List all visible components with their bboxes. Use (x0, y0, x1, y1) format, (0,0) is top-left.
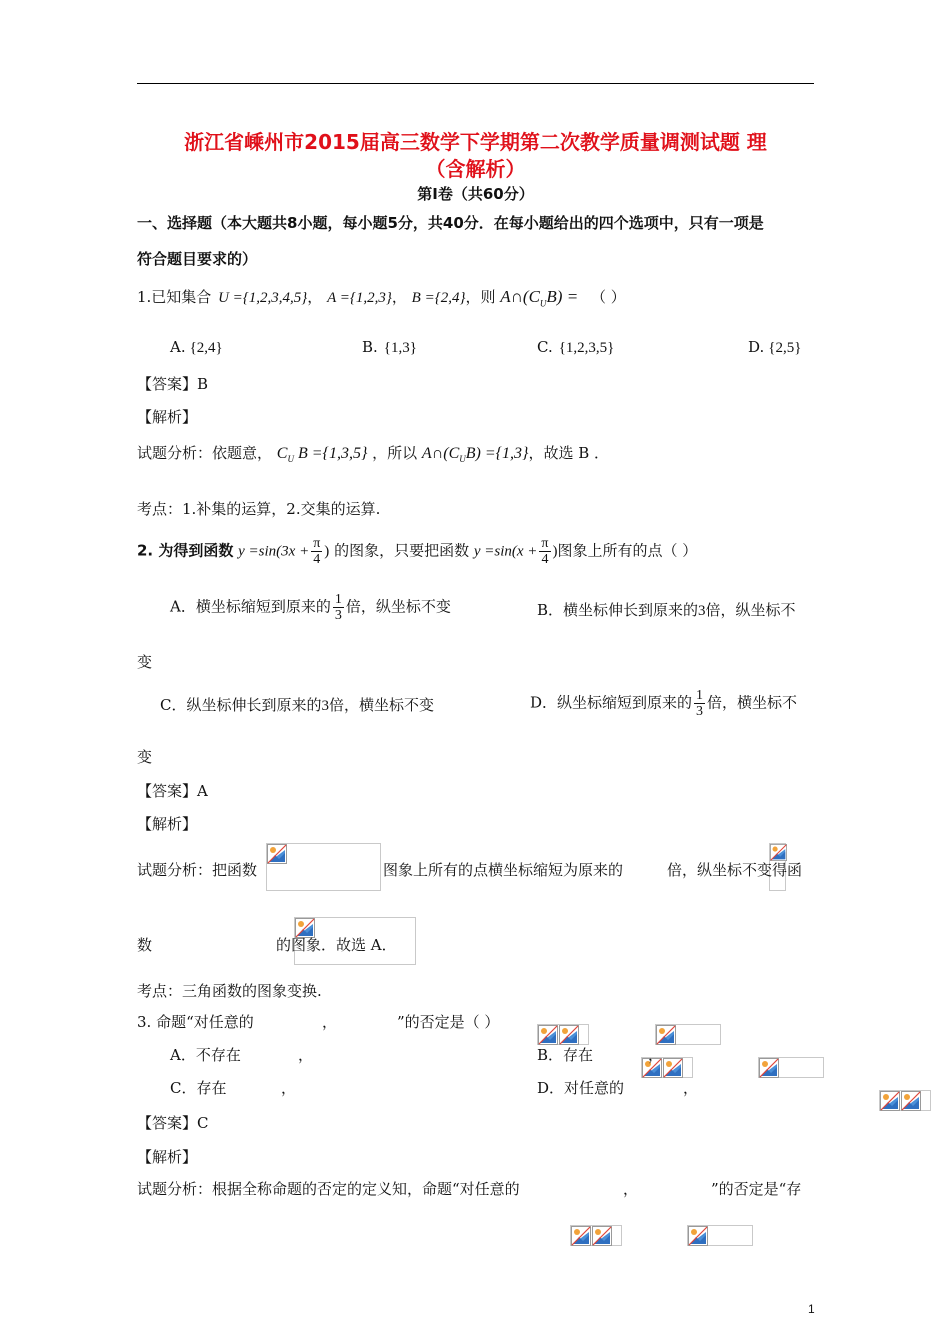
broken-image-formula (879, 1090, 931, 1111)
section-heading-cont: 符合题目要求的） (137, 250, 258, 268)
q1-sub-u: U (539, 298, 547, 309)
option-value: {1,3} (383, 340, 417, 356)
q1-option-a (170, 338, 223, 357)
q2-option-d (530, 688, 797, 719)
q3-comma: ， (322, 1013, 338, 1031)
option-value: {2,5} (768, 340, 802, 356)
q3-analysis-a: 试题分析：根据全称命题的否定的定义知，命题“对任意的 (137, 1180, 520, 1198)
frac-den: 3 (696, 704, 704, 719)
broken-image-icon (267, 844, 287, 864)
option-text: 倍，横坐标不 (707, 693, 798, 712)
q1-option-b (362, 338, 417, 357)
math-a: A∩(C (421, 445, 460, 462)
option-text: A．横坐标缩短到原来的 (170, 597, 331, 616)
q2-option-c (160, 694, 434, 715)
q2-option-b (537, 599, 796, 620)
option-value: {1,2,3,5} (558, 340, 615, 356)
q2-mid: 的图象，只要把函数 (334, 541, 470, 560)
q1-option-c (537, 338, 614, 357)
broken-image-formula (758, 1057, 824, 1078)
math-sub: U (459, 454, 466, 465)
broken-image-icon (538, 1025, 558, 1045)
frac-num: 1 (696, 688, 704, 703)
q2-func1: y =sin(3x + (238, 543, 310, 560)
option-text: B．横坐标伸长到原来的 (537, 601, 699, 619)
q2-func2-close: ) (552, 543, 558, 560)
doc-title: 浙江省嵊州市2015届高三数学下学期第二次教学质量调测试题 理 (184, 130, 767, 154)
q1-expr-a: A∩(C (500, 287, 540, 306)
frac-den: 4 (313, 552, 321, 567)
q1-set-u: U ={1,2,3,4,5} (218, 290, 308, 306)
analysis-text: 试题分析：依题意， (137, 444, 273, 462)
q3-comma: ， (683, 1079, 699, 1097)
doc-title-subtitle: （含解析） (425, 157, 526, 181)
q3-stem-b: ”的否定是（ ） (397, 1013, 500, 1031)
broken-image-icon (688, 1226, 708, 1246)
broken-image-icon (559, 1025, 579, 1045)
header-rule (137, 83, 814, 84)
q2-frac-pi4-b (539, 536, 550, 567)
broken-image-formula (266, 843, 381, 891)
q1-kaodian: 考点：1.补集的运算，2.交集的运算. (137, 500, 381, 518)
volume-title: 第Ⅰ卷（共60分） (417, 185, 534, 203)
q2-frac-pi4 (311, 536, 322, 567)
q1-expr (500, 287, 579, 309)
math-b: B ={1,3,5} (297, 445, 368, 462)
frac-den: 3 (334, 608, 342, 623)
frac-num: π (541, 536, 549, 551)
section-heading: 一、选择题（本大题共8小题，每小题5分，共40分．在每小题给出的四个选项中，只有一项是 (137, 214, 764, 232)
frac-num: 1 (334, 592, 342, 607)
broken-image-icon (759, 1058, 779, 1078)
option-label: A. (170, 338, 186, 356)
page-number: 1 (808, 1302, 815, 1316)
math-c: C (276, 445, 288, 462)
q2-func1-close: ) (324, 543, 330, 560)
q2-analysis-l2b: 的图象．故选 A． (276, 936, 397, 954)
q1-analysis (137, 442, 609, 464)
broken-image-icon (571, 1226, 591, 1246)
math-b: B) ={1,3} (465, 445, 529, 462)
q2-analysis-l1c: 倍，纵坐标不变得函 (667, 861, 803, 879)
q3-comma: ， (298, 1046, 314, 1064)
q1-option-d (748, 338, 801, 357)
broken-image-icon (663, 1058, 683, 1078)
q2-option-d-wrap: 变 (137, 748, 153, 766)
option-text: C．纵坐标伸长到原来的 (160, 696, 322, 714)
q2-answer: 【答案】A (137, 782, 208, 800)
option-num: 3 (321, 698, 329, 714)
q1-set-b: B ={2,4} (411, 290, 466, 306)
option-label: B. (362, 338, 378, 356)
q2-option-b-wrap: 变 (137, 653, 153, 671)
option-text: 倍，纵坐标不 (705, 601, 796, 619)
q3-comma: ， (281, 1079, 297, 1097)
q1-answer: 【答案】B (137, 375, 209, 393)
q3-analysis-b: ”的否定是“存 (711, 1180, 802, 1198)
q2-func2: y =sin(x + (473, 543, 538, 560)
option-num: 3 (698, 603, 706, 619)
q2-frac-13-d (694, 688, 705, 719)
option-label: D. (748, 338, 765, 356)
q3-analysis-label: 【解析】 (137, 1148, 198, 1166)
q3-option-d: D．对任意的 (537, 1079, 625, 1097)
q1-prefix: 1.已知集合 (137, 288, 212, 306)
q2-analysis-l1b: 图象上所有的点横坐标缩短为原来的 (383, 861, 624, 879)
broken-image-formula (655, 1024, 721, 1045)
broken-image-formula (537, 1024, 589, 1045)
q1-stem (137, 286, 626, 308)
analysis-text: ，所以 (372, 444, 418, 462)
q2-kaodian: 考点：三角函数的图象变换. (137, 982, 322, 1000)
broken-image-icon (880, 1091, 900, 1111)
q3-answer: 【答案】C (137, 1114, 209, 1132)
q3-option-c: C．存在 (170, 1079, 227, 1097)
q1-paren: （ ） (590, 288, 626, 306)
q3-stem-a: 3. 命题“对任意的 (137, 1013, 254, 1031)
q1-sep: ， (307, 288, 323, 306)
q2-option-a (170, 592, 451, 623)
q1-analysis-expr (276, 445, 368, 465)
q3-option-a: A．不存在 (170, 1046, 241, 1064)
q1-sep: ，则 (465, 288, 496, 306)
broken-image-formula (687, 1225, 753, 1246)
broken-image-formula (570, 1225, 622, 1246)
broken-image-icon (592, 1226, 612, 1246)
broken-image-icon (656, 1025, 676, 1045)
broken-image-icon (901, 1091, 921, 1111)
q3-comma: ， (648, 1046, 664, 1064)
q1-expr-b: B) = (546, 287, 579, 306)
option-label: C. (537, 338, 553, 356)
q2-end: 图象上所有的点（ ） (557, 541, 698, 560)
option-text: 倍，横坐标不变 (328, 696, 434, 714)
frac-den: 4 (541, 552, 549, 567)
analysis-text: ，故选 B ． (528, 444, 610, 462)
option-text: D．纵坐标缩短到原来的 (530, 693, 693, 712)
q1-analysis-label: 【解析】 (137, 408, 198, 426)
q1-analysis-expr2 (421, 445, 529, 465)
math-sub: U (287, 454, 294, 465)
q2-frac-13 (333, 592, 344, 623)
q2-stem (137, 536, 697, 567)
option-value: {2,4} (189, 340, 223, 356)
q2-analysis-l2a: 数 (137, 936, 153, 954)
q3-option-b: B．存在 (537, 1046, 594, 1064)
q3-comma: ， (623, 1180, 639, 1198)
option-text: 倍，纵坐标不变 (345, 597, 451, 616)
q2-prefix: 2. 为得到函数 (137, 541, 234, 560)
q1-sep: ， (391, 288, 407, 306)
q2-analysis-label: 【解析】 (137, 815, 198, 833)
q1-set-a: A ={1,2,3} (327, 290, 392, 306)
q2-analysis-l1a: 试题分析：把函数 (137, 861, 258, 879)
frac-num: π (313, 536, 321, 551)
